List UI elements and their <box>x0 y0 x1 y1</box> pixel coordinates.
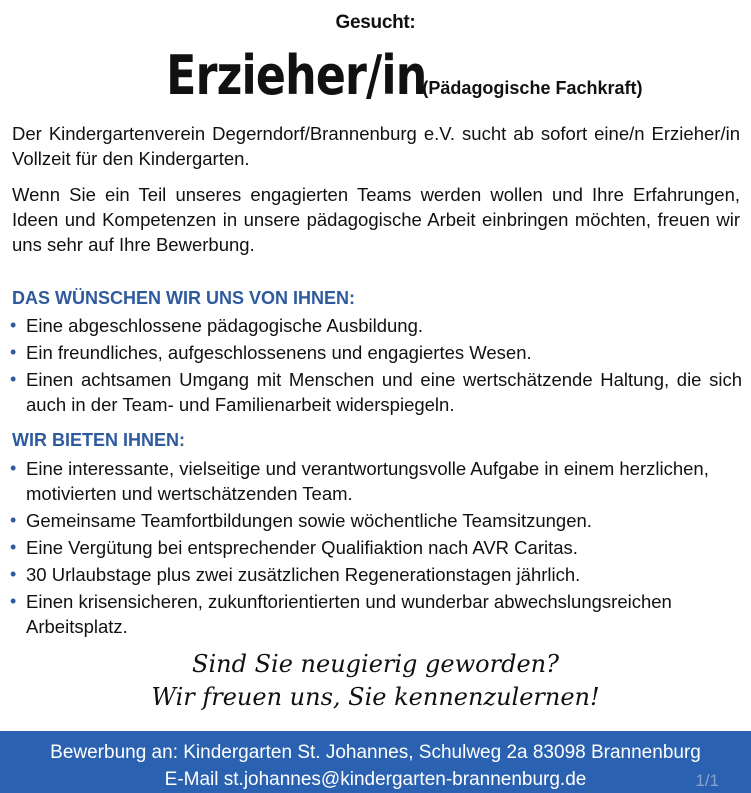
wishes-heading: DAS WÜNSCHEN WIR UNS VON IHNEN: <box>12 288 356 308</box>
list-item-text: Eine Vergütung bei entsprechender Qualifiaktion nach AVR Caritas. <box>26 537 578 558</box>
list-item <box>10 508 742 533</box>
intro-paragraph: Der Kindergartenverein Degerndorf/Brannenburg e.V. sucht ab sofort eine/n Erzieher/in Vollzeit für den Kindergarten. <box>12 123 740 169</box>
bullet-icon: • <box>10 342 17 362</box>
list-item <box>10 589 742 639</box>
description-paragraph: Wenn Sie ein Teil unseres engagierten Teams werden wollen und Ihre Erfahrungen, Ideen und Kompetenzen in unsere pädagogische Arbeit einbringen möchten, freuen wir uns sehr auf Ihre Bewerbung. <box>12 184 740 255</box>
closing-message <box>0 648 751 714</box>
page-title: Erzieher/in <box>165 44 426 107</box>
bullet-icon: • <box>10 564 17 584</box>
offers-list <box>10 456 742 641</box>
list-item-text: Eine interessante, vielseitige und verantwortungsvolle Aufgabe in einem herzlichen, motivierten und wertschätzenden Team. <box>26 458 709 504</box>
list-item-text: Einen krisensicheren, zukunftorientierten und wunderbar abwechslungsreichen Arbeitsplatz. <box>26 591 672 637</box>
list-item-text: Ein freundliches, aufgeschlossenens und engagiertes Wesen. <box>26 342 532 363</box>
bullet-icon: • <box>10 591 17 611</box>
list-item-text: 30 Urlaubstage plus zwei zusätzlichen Regenerationstagen jährlich. <box>26 564 581 585</box>
list-item <box>10 367 742 417</box>
bullet-icon: • <box>10 537 17 557</box>
email-link[interactable]: E-Mail st.johannes@kindergarten-brannenburg.de <box>164 769 587 790</box>
list-item <box>10 562 742 587</box>
application-address: Bewerbung an: Kindergarten St. Johannes, Schulweg 2a 83098 Brannenburg <box>50 742 701 763</box>
page-subtitle: (Pädagogische Fachkraft) <box>422 78 643 98</box>
wishes-list <box>10 313 742 419</box>
list-item <box>10 313 742 338</box>
list-item <box>10 340 742 365</box>
list-item-text: Einen achtsamen Umgang mit Menschen und eine wertschätzende Haltung, die sich auch in der Team- und Familienarbeit widerspiegeln. <box>26 369 742 415</box>
bullet-icon: • <box>10 369 17 389</box>
page-indicator: 1/1 <box>695 771 719 790</box>
closing-line-2: Wir freuen uns, Sie kennenzulernen! <box>151 683 600 711</box>
bullet-icon: • <box>10 510 17 530</box>
bullet-icon: • <box>10 315 17 335</box>
title-row <box>0 44 751 107</box>
list-item <box>10 456 742 506</box>
offers-heading: WIR BIETEN IHNEN: <box>12 430 185 450</box>
list-item-text: Eine abgeschlossene pädagogische Ausbildung. <box>26 315 424 336</box>
closing-line-1: Sind Sie neugierig geworden? <box>192 650 559 678</box>
list-item <box>10 535 742 560</box>
bullet-icon: • <box>10 458 17 478</box>
footer-banner <box>0 731 751 793</box>
header-kicker: Gesucht: <box>335 12 416 33</box>
list-item-text: Gemeinsame Teamfortbildungen sowie wöchentliche Teamsitzungen. <box>26 510 592 531</box>
